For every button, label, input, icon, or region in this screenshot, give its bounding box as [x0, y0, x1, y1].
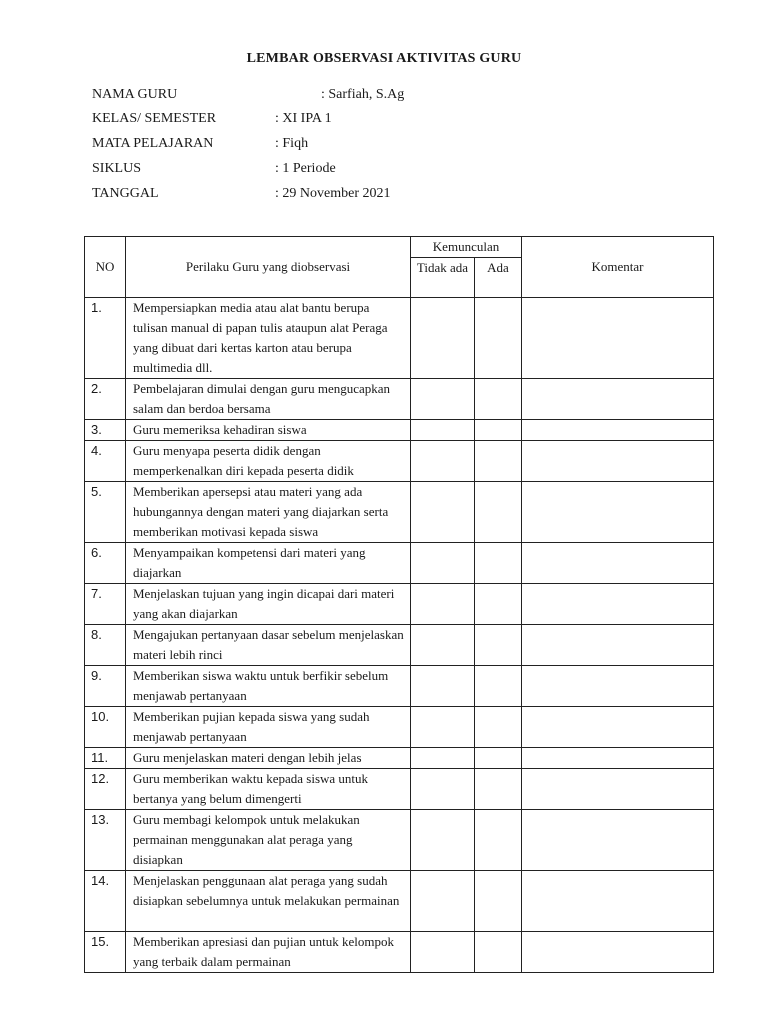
row-number: 7.: [85, 584, 126, 625]
present-cell[interactable]: [475, 543, 522, 584]
comment-cell[interactable]: [522, 707, 714, 748]
present-cell[interactable]: [475, 871, 522, 932]
comment-cell[interactable]: [522, 543, 714, 584]
header-present: Ada: [475, 258, 522, 298]
table-row: [85, 482, 714, 543]
header-appearance: Kemunculan: [411, 237, 522, 258]
table-row: [85, 441, 714, 482]
behavior-cell: Mempersiapkan media atau alat bantu berupa tulisan manual di papan tulis ataupun alat Peraga yang dibuat dari kertas karton atau berupa multimedia dll.: [126, 298, 411, 379]
header-no: NO: [85, 237, 126, 298]
present-cell[interactable]: [475, 769, 522, 810]
present-cell[interactable]: [475, 810, 522, 871]
present-cell[interactable]: [475, 748, 522, 769]
comment-cell[interactable]: [522, 379, 714, 420]
row-number: 13.: [85, 810, 126, 871]
comment-cell[interactable]: [522, 482, 714, 543]
info-label: KELAS/ SEMESTER: [92, 111, 217, 126]
info-value: : 1 Periode: [275, 161, 336, 176]
row-number: 5.: [85, 482, 126, 543]
present-cell[interactable]: [475, 584, 522, 625]
behavior-cell: Guru membagi kelompok untuk melakukan permainan menggunakan alat peraga yang disiapkan: [126, 810, 411, 871]
info-label: NAMA GURU: [92, 87, 178, 102]
behavior-cell: Guru menjelaskan materi dengan lebih jelas: [126, 748, 411, 769]
absent-cell[interactable]: [411, 707, 475, 748]
absent-cell[interactable]: [411, 810, 475, 871]
row-number: 8.: [85, 625, 126, 666]
table-row: [85, 932, 714, 973]
behavior-cell: Guru memberikan waktu kepada siswa untuk bertanya yang belum dimengerti: [126, 769, 411, 810]
table-header: [85, 237, 714, 298]
row-number: 15.: [85, 932, 126, 973]
document-title: LEMBAR OBSERVASI AKTIVITAS GURU: [246, 51, 522, 66]
table-row: [85, 871, 714, 932]
table-row: [85, 379, 714, 420]
behavior-cell: Memberikan apersepsi atau materi yang ada hubungannya dengan materi yang diajarkan serta memberikan motivasi kepada siswa: [126, 482, 411, 543]
comment-cell[interactable]: [522, 748, 714, 769]
present-cell[interactable]: [475, 932, 522, 973]
row-number: 1.: [85, 298, 126, 379]
behavior-cell: Memberikan pujian kepada siswa yang sudah menjawab pertanyaan: [126, 707, 411, 748]
absent-cell[interactable]: [411, 871, 475, 932]
absent-cell[interactable]: [411, 932, 475, 973]
row-number: 3.: [85, 420, 126, 441]
table-row: [85, 298, 714, 379]
behavior-cell: Menjelaskan tujuan yang ingin dicapai dari materi yang akan diajarkan: [126, 584, 411, 625]
table-row: [85, 769, 714, 810]
present-cell[interactable]: [475, 707, 522, 748]
row-number: 4.: [85, 441, 126, 482]
row-number: 10.: [85, 707, 126, 748]
behavior-cell: Menjelaskan penggunaan alat peraga yang sudah disiapkan sebelumnya untuk melakukan permainan: [126, 871, 411, 932]
present-cell[interactable]: [475, 379, 522, 420]
comment-cell[interactable]: [522, 810, 714, 871]
table-row: [85, 584, 714, 625]
table-row: [85, 625, 714, 666]
absent-cell[interactable]: [411, 298, 475, 379]
row-number: 2.: [85, 379, 126, 420]
observation-table: [84, 236, 714, 973]
comment-cell[interactable]: [522, 666, 714, 707]
present-cell[interactable]: [475, 666, 522, 707]
behavior-cell: Pembelajaran dimulai dengan guru mengucapkan salam dan berdoa bersama: [126, 379, 411, 420]
absent-cell[interactable]: [411, 769, 475, 810]
behavior-cell: Guru memeriksa kehadiran siswa: [126, 420, 411, 441]
behavior-cell: Memberikan apresiasi dan pujian untuk kelompok yang terbaik dalam permainan: [126, 932, 411, 973]
info-value: : XI IPA 1: [275, 111, 332, 126]
present-cell[interactable]: [475, 482, 522, 543]
present-cell[interactable]: [475, 625, 522, 666]
table-row: [85, 810, 714, 871]
row-number: 6.: [85, 543, 126, 584]
absent-cell[interactable]: [411, 441, 475, 482]
comment-cell[interactable]: [522, 625, 714, 666]
comment-cell[interactable]: [522, 441, 714, 482]
row-number: 12.: [85, 769, 126, 810]
comment-cell[interactable]: [522, 871, 714, 932]
comment-cell[interactable]: [522, 932, 714, 973]
behavior-cell: Guru menyapa peserta didik dengan memperkenalkan diri kepada peserta didik: [126, 441, 411, 482]
absent-cell[interactable]: [411, 420, 475, 441]
comment-cell[interactable]: [522, 298, 714, 379]
row-number: 11.: [85, 748, 126, 769]
table-row: [85, 420, 714, 441]
row-number: 14.: [85, 871, 126, 932]
absent-cell[interactable]: [411, 584, 475, 625]
table-body: [85, 298, 714, 973]
absent-cell[interactable]: [411, 748, 475, 769]
table-row: [85, 666, 714, 707]
behavior-cell: Mengajukan pertanyaan dasar sebelum menjelaskan materi lebih rinci: [126, 625, 411, 666]
info-label: MATA PELAJARAN: [92, 136, 214, 151]
info-label: SIKLUS: [92, 161, 142, 176]
behavior-cell: Memberikan siswa waktu untuk berfikir sebelum menjawab pertanyaan: [126, 666, 411, 707]
header-comment: Komentar: [522, 237, 714, 298]
header-behavior: Perilaku Guru yang diobservasi: [126, 237, 411, 298]
absent-cell[interactable]: [411, 625, 475, 666]
behavior-cell: Menyampaikan kompetensi dari materi yang diajarkan: [126, 543, 411, 584]
present-cell[interactable]: [475, 420, 522, 441]
absent-cell[interactable]: [411, 482, 475, 543]
header-absent: Tidak ada: [411, 258, 475, 298]
row-number: 9.: [85, 666, 126, 707]
table-row: [85, 707, 714, 748]
present-cell[interactable]: [475, 298, 522, 379]
comment-cell[interactable]: [522, 420, 714, 441]
info-value: : Fiqh: [275, 136, 309, 151]
info-label: TANGGAL: [92, 186, 159, 201]
table-row: [85, 543, 714, 584]
comment-cell[interactable]: [522, 769, 714, 810]
info-value: : Sarfiah, S.Ag: [321, 87, 405, 102]
present-cell[interactable]: [475, 441, 522, 482]
comment-cell[interactable]: [522, 584, 714, 625]
absent-cell[interactable]: [411, 543, 475, 584]
absent-cell[interactable]: [411, 666, 475, 707]
info-value: : 29 November 2021: [275, 186, 391, 201]
absent-cell[interactable]: [411, 379, 475, 420]
table-row: [85, 748, 714, 769]
